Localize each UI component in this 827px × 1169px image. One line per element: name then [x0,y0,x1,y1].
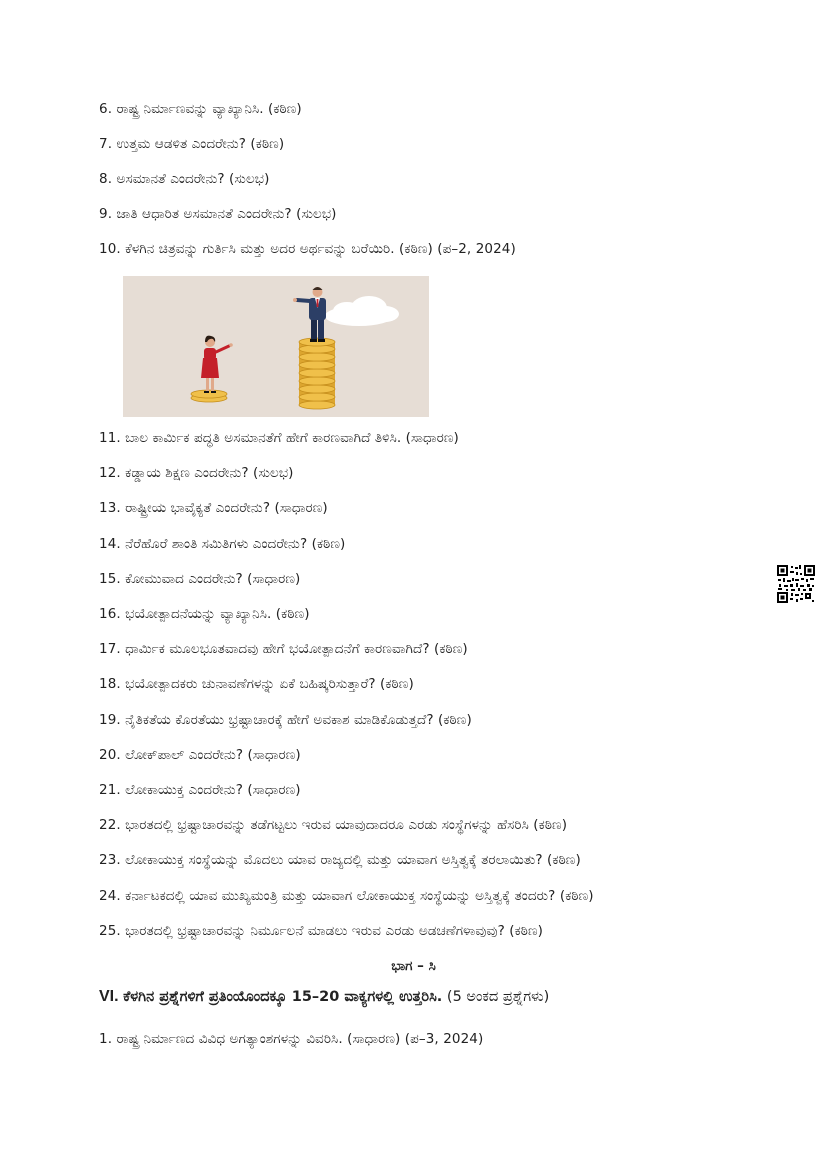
section-marks: (5 ಅಂಕದ ಪ್ರಶ್ನೆಗಳು) [446,989,550,1005]
man-figure [293,287,326,342]
question-item: 8. ಅಸಮಾನತೆ ಎಂದರೇನು? (ಸುಲಭ) [99,171,270,187]
question-item: 14. ನೆರೆಹೊರೆ ಶಾಂತಿ ಸಮಿತಿಗಳು ಎಂದರೇನು? (ಕಠಿಣ) [99,535,346,552]
section-question-1: 1. ರಾಷ್ಟ್ರ ನಿರ್ಮಾಣದ ವಿವಿಧ ಅಗತ್ಯಾಂಶಗಳನ್ನು ವಿವರಿಸಿ. (ಸಾಧಾರಣ) (ಪ–3, 2024) [99,1031,484,1047]
woman-figure [201,336,233,393]
inequality-illustration-svg [123,276,429,417]
question-item: 17. ಧಾರ್ಮಿಕ ಮೂಲಭೂತವಾದವು ಹೇಗೆ ಭಯೋತ್ಪಾದನೆಗೆ ಕಾರಣವಾಗಿದೆ? (ಕಠಿಣ) [99,641,468,658]
question-item: 21. ಲೋಕಾಯುಕ್ತ ಎಂದರೇನು? (ಸಾಧಾರಣ) [99,782,301,798]
tall-coin-stack [299,338,335,409]
question-item: 18. ಭಯೋತ್ಪಾದಕರು ಚುನಾವಣೆಗಳನ್ನು ಏಕೆ ಬಹಿಷ್ಕರಿಸುತ್ತಾರೆ? (ಕಠಿಣ) [99,676,414,693]
question-item: 15. ಕೋಮುವಾದ ಎಂದರೇನು? (ಸಾಧಾರಣ) [99,570,301,587]
section-instruction-text: ಕೆಳಗಿನ ಪ್ರಶ್ನೆಗಳಿಗೆ ಪ್ರತಿಂಯೊಂದಕ್ಕೂ 15–20 ವಾಕ್ಯಗಳಲ್ಲಿ ಉತ್ತರಿಸಿ. [123,989,443,1005]
question-item: 25. ಭಾರತದಲ್ಲಿ ಭ್ರಷ್ಟಾಚಾರವನ್ನು ನಿರ್ಮೂಲನೆ ಮಾಡಲು ಇರುವ ಎರಡು ಅಡಚಣೆಗಳಾವುವು? (ಕಠಿಣ) [99,922,544,939]
question-item: 24. ಕರ್ನಾಟಕದಲ್ಲಿ ಯಾವ ಮುಖ್ಯಮಂತ್ರಿ ಮತ್ತು ಯಾವಾಗ ಲೋಕಾಯುಕ್ತ ಸಂಸ್ಥೆಯನ್ನು ಅಸ್ತಿತ್ವಕ್ಕೆ ತಂದರು? (ಕಠಿಣ) [99,887,594,904]
question-item: 16. ಭಯೋತ್ಪಾದನೆಯನ್ನು ವ್ಯಾಖ್ಯಾನಿಸಿ. (ಕಠಿಣ) [99,606,310,622]
question-item: 6. ರಾಷ್ಟ್ರ ನಿರ್ಮಾಣವನ್ನು ವ್ಯಾಖ್ಯಾನಿಸಿ. (ಕಠಿಣ) [99,101,302,117]
section-title: ಭಾಗ – ಸಿ [391,958,436,974]
question-item: 22. ಭಾರತದಲ್ಲಿ ಭ್ರಷ್ಟಾಚಾರವನ್ನು ತಡೆಗಟ್ಟಲು ಇರುವ ಯಾವುದಾದರೂ ಎರಡು ಸಂಸ್ಥೆಗಳನ್ನು ಹೆಸರಿಸಿ (ಕಠಿಣ) [99,817,568,834]
question-item: 9. ಜಾತಿ ಆಧಾರಿತ ಅಸಮಾನತೆ ಎಂದರೇನು? (ಸುಲಭ) [99,206,337,222]
question-item: 13. ರಾಷ್ಟ್ರೀಯ ಭಾವೈಕ್ಯತೆ ಎಂದರೇನು? (ಸಾಧಾರಣ) [99,500,328,517]
question-item: 19. ನೈತಿಕತೆಯ ಕೊರತೆಯು ಭ್ರಷ್ಟಾಚಾರಕ್ಕೆ ಹೇಗೆ ಅವಕಾಶ ಮಾಡಿಕೊಡುತ್ತದೆ? (ಕಠಿಣ) [99,711,472,728]
question-item: 20. ಲೋಕ್‌ಪಾಲ್ ಎಂದರೇನು? (ಸಾಧಾರಣ) [99,746,301,763]
question-item: 10. ಕೆಳಗಿನ ಚಿತ್ರವನ್ನು ಗುರ್ತಿಸಿ ಮತ್ತು ಅದರ ಅರ್ಥವನ್ನು ಬರೆಯಿರಿ. (ಕಠಿಣ) (ಪ–2, 2024) [99,241,516,257]
question-item: 11. ಬಾಲ ಕಾರ್ಮಿಕ ಪದ್ಧತಿ ಅಸಮಾನತೆಗೆ ಹೇಗೆ ಕಾರಣವಾಗಿದೆ ತಿಳಿಸಿ. (ಸಾಧಾರಣ) [99,430,459,446]
inequality-illustration [123,276,429,417]
cloud-shape [325,296,399,326]
section-instruction [99,988,549,1006]
qr-code-icon [777,565,815,603]
question-item: 23. ಲೋಕಾಯುಕ್ತ ಸಂಸ್ಥೆಯನ್ನು ಮೊದಲು ಯಾವ ರಾಜ್ಯದಲ್ಲಿ ಮತ್ತು ಯಾವಾಗ ಅಸ್ತಿತ್ವಕ್ಕೆ ತರಲಾಯಿತು? (ಕಠಿಣ) [99,852,581,869]
question-item: 12. ಕಡ್ಡಾಯ ಶಿಕ್ಷಣ ಎಂದರೇನು? (ಸುಲಭ) [99,465,294,482]
section-number: VI. [99,988,119,1005]
question-item: 7. ಉತ್ತಮ ಆಡಳಿತ ಎಂದರೇನು? (ಕಠಿಣ) [99,136,285,152]
